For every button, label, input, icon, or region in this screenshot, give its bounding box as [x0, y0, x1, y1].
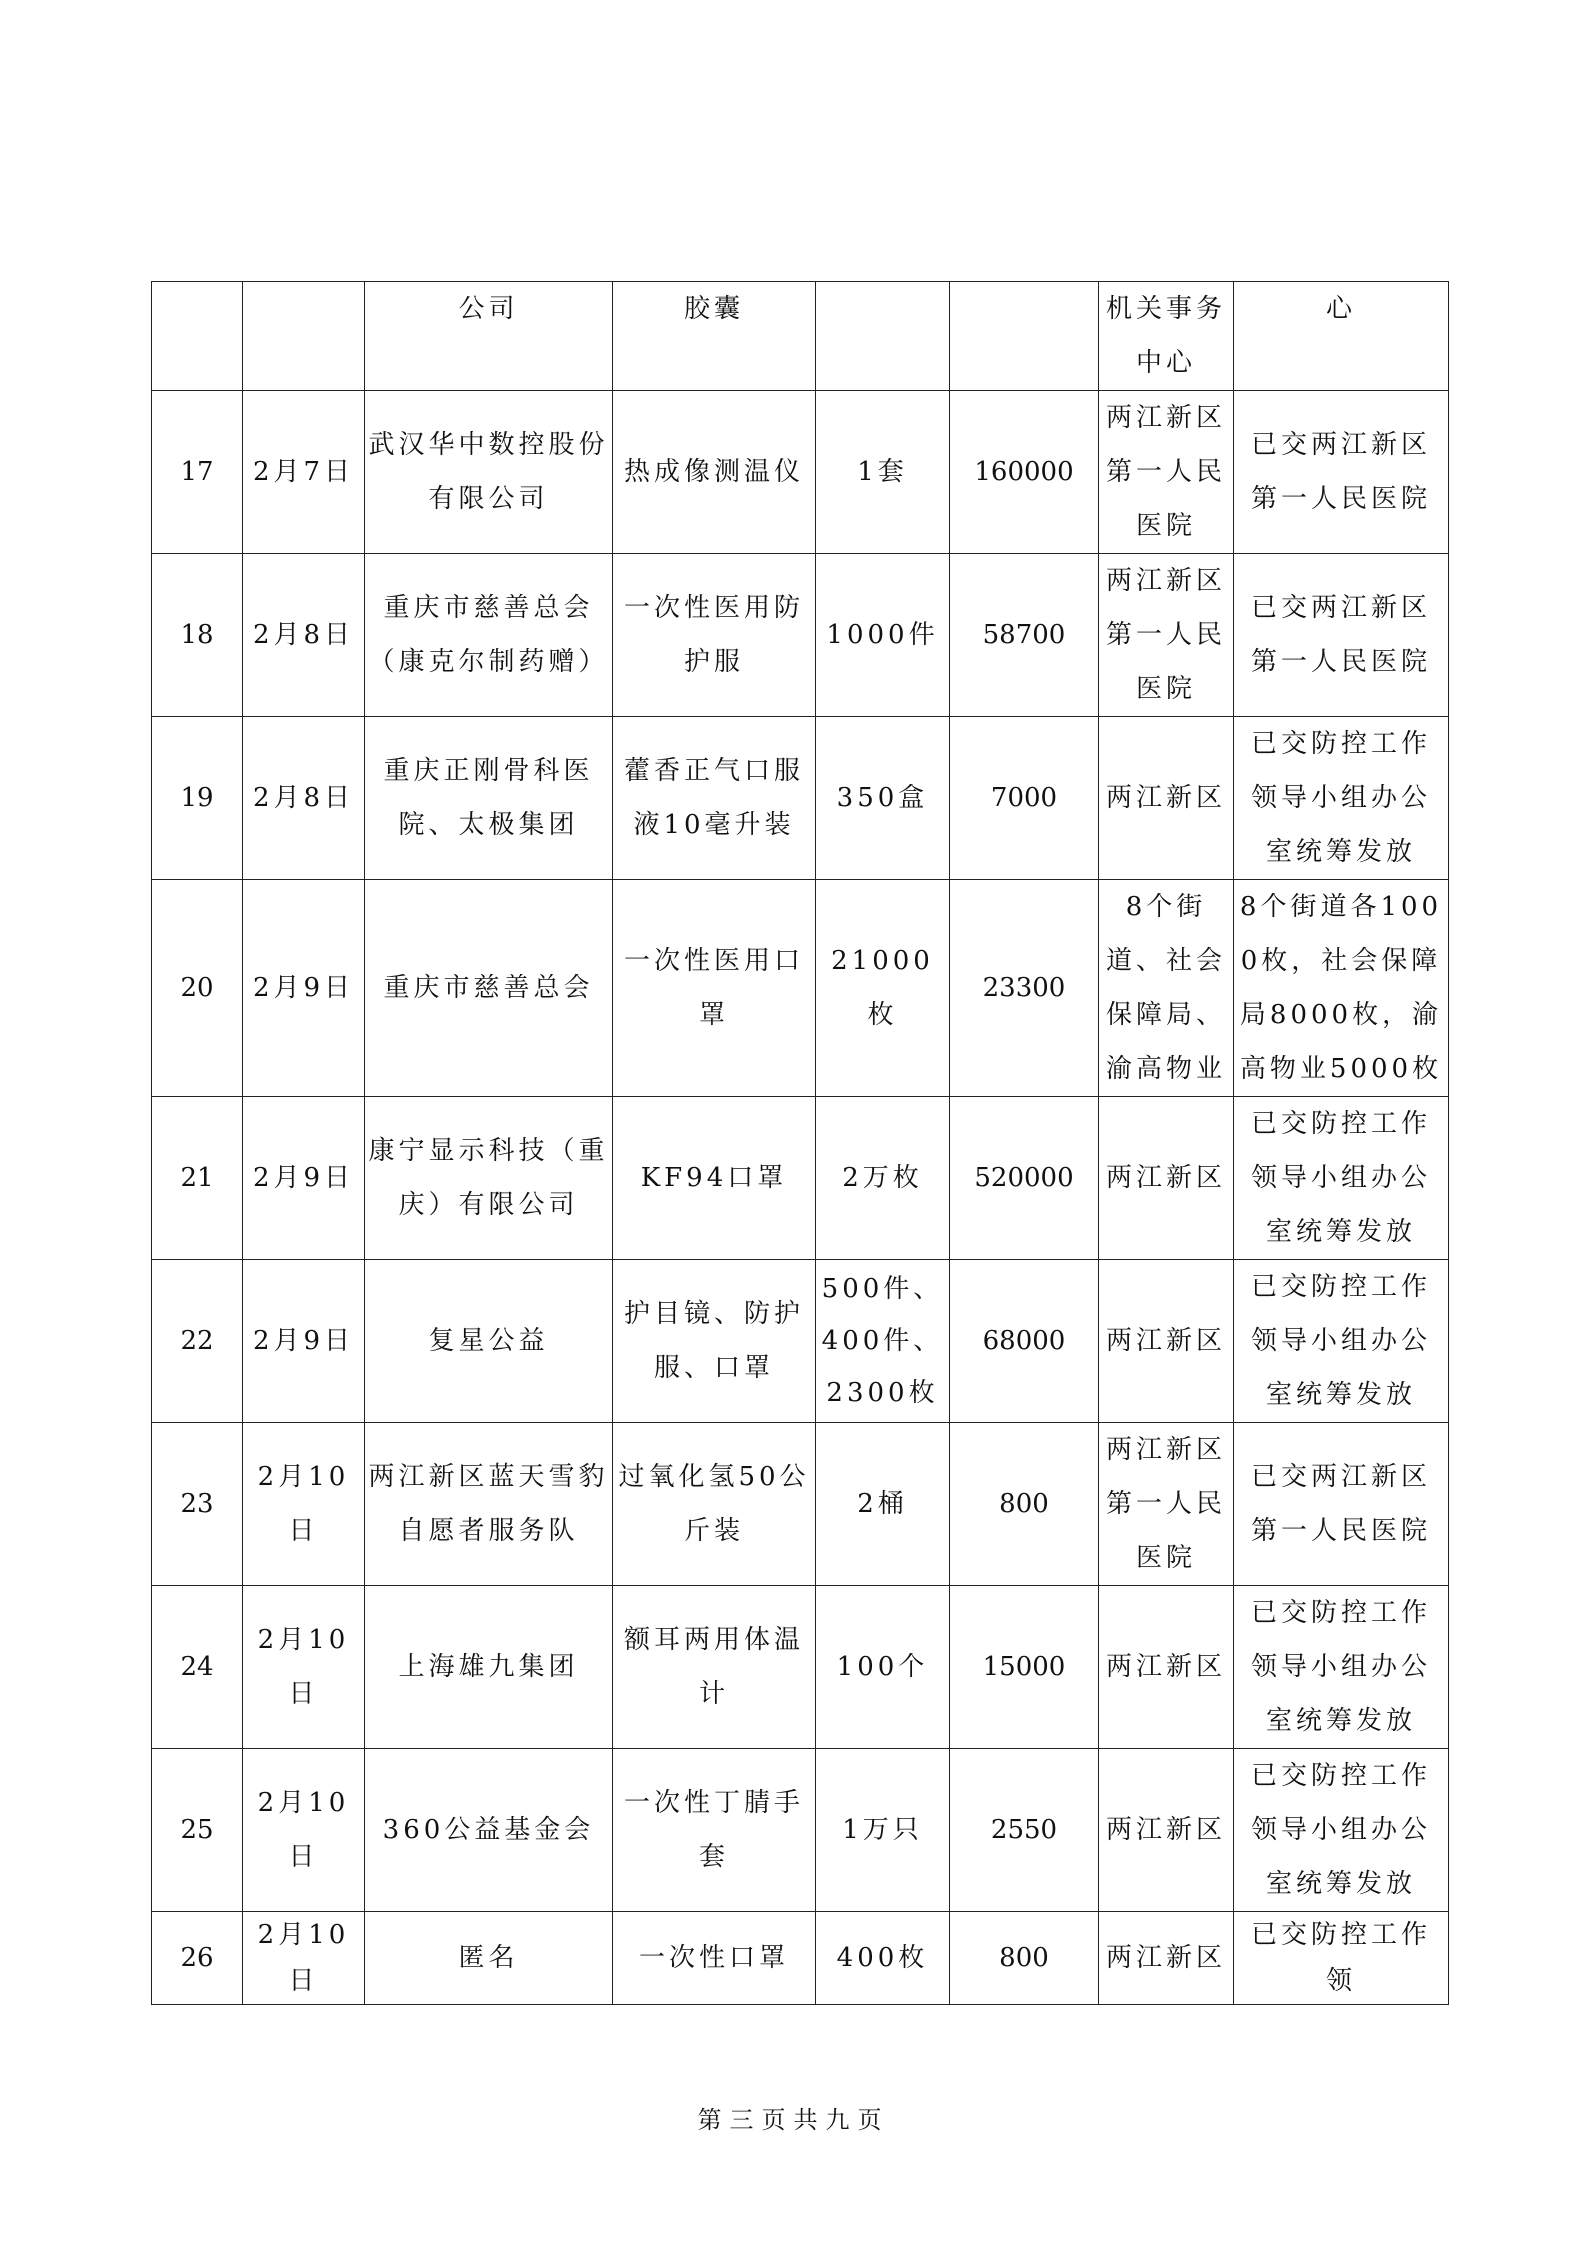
cell-donor: 重庆正刚骨科医院、太极集团 — [365, 717, 613, 880]
cell-qty: 400枚 — [816, 1912, 950, 2005]
cell-no — [152, 282, 243, 391]
cell-donor: 武汉华中数控股份有限公司 — [365, 391, 613, 554]
cell-qty: 2万枚 — [816, 1097, 950, 1260]
cell-recipient: 8个街道、社会保障局、渝高物业 — [1099, 880, 1234, 1097]
cell-recipient: 两江新区 — [1099, 1097, 1234, 1260]
cell-qty: 500件、400件、2300枚 — [816, 1260, 950, 1423]
cell-item: 一次性医用防护服 — [613, 554, 816, 717]
cell-recipient: 两江新区 — [1099, 1912, 1234, 2005]
cell-item: 胶囊 — [613, 282, 816, 391]
cell-item: 过氧化氢50公斤装 — [613, 1423, 816, 1586]
cell-recipient: 两江新区第一人民医院 — [1099, 1423, 1234, 1586]
cell-date: 2月9日 — [243, 1260, 365, 1423]
table-row — [152, 1586, 1449, 1749]
cell-item: KF94口罩 — [613, 1097, 816, 1260]
cell-note: 已交两江新区第一人民医院 — [1234, 391, 1449, 554]
table-row — [152, 1912, 1449, 2005]
cell-note: 已交防控工作领导小组办公室统筹发放 — [1234, 1749, 1449, 1912]
cell-qty: 1000件 — [816, 554, 950, 717]
cell-no: 17 — [152, 391, 243, 554]
cell-note: 已交防控工作领 — [1234, 1912, 1449, 2005]
cell-note: 已交防控工作领导小组办公室统筹发放 — [1234, 1260, 1449, 1423]
cell-value: 7000 — [950, 717, 1099, 880]
cell-no: 23 — [152, 1423, 243, 1586]
table-row — [152, 717, 1449, 880]
cell-item: 一次性医用口罩 — [613, 880, 816, 1097]
cell-note: 8个街道各1000枚，社会保障局8000枚，渝高物业5000枚 — [1234, 880, 1449, 1097]
cell-no: 18 — [152, 554, 243, 717]
cell-donor: 两江新区蓝天雪豹自愿者服务队 — [365, 1423, 613, 1586]
cell-date: 2月8日 — [243, 717, 365, 880]
cell-qty: 350盒 — [816, 717, 950, 880]
table-row — [152, 282, 1449, 391]
cell-no: 24 — [152, 1586, 243, 1749]
cell-recipient: 两江新区 — [1099, 1260, 1234, 1423]
cell-no: 21 — [152, 1097, 243, 1260]
cell-date: 2月9日 — [243, 1097, 365, 1260]
cell-no: 20 — [152, 880, 243, 1097]
cell-value: 800 — [950, 1912, 1099, 2005]
table-row — [152, 391, 1449, 554]
cell-date: 2月9日 — [243, 880, 365, 1097]
cell-qty — [816, 282, 950, 391]
table-row — [152, 1097, 1449, 1260]
cell-qty: 100个 — [816, 1586, 950, 1749]
cell-donor: 复星公益 — [365, 1260, 613, 1423]
cell-qty: 1万只 — [816, 1749, 950, 1912]
page-footer: 第三页共九页 — [697, 2106, 890, 2134]
cell-value: 2550 — [950, 1749, 1099, 1912]
cell-donor: 重庆市慈善总会 — [365, 880, 613, 1097]
cell-value — [950, 282, 1099, 391]
cell-recipient: 机关事务中心 — [1099, 282, 1234, 391]
cell-note: 已交两江新区第一人民医院 — [1234, 1423, 1449, 1586]
cell-no: 22 — [152, 1260, 243, 1423]
table-row — [152, 1423, 1449, 1586]
cell-date — [243, 282, 365, 391]
cell-date: 2月7日 — [243, 391, 365, 554]
cell-donor: 康宁显示科技（重庆）有限公司 — [365, 1097, 613, 1260]
cell-item: 热成像测温仪 — [613, 391, 816, 554]
cell-recipient: 两江新区 — [1099, 717, 1234, 880]
cell-item: 额耳两用体温计 — [613, 1586, 816, 1749]
cell-recipient: 两江新区第一人民医院 — [1099, 554, 1234, 717]
cell-note: 已交防控工作领导小组办公室统筹发放 — [1234, 1586, 1449, 1749]
cell-donor: 上海雄九集团 — [365, 1586, 613, 1749]
cell-item: 一次性丁腈手套 — [613, 1749, 816, 1912]
donation-table — [151, 281, 1449, 2005]
cell-donor: 匿名 — [365, 1912, 613, 2005]
cell-date: 2月10日 — [243, 1912, 365, 2005]
cell-donor: 360公益基金会 — [365, 1749, 613, 1912]
table-row — [152, 554, 1449, 717]
cell-value: 58700 — [950, 554, 1099, 717]
cell-note: 已交防控工作领导小组办公室统筹发放 — [1234, 717, 1449, 880]
cell-qty: 2桶 — [816, 1423, 950, 1586]
cell-value: 15000 — [950, 1586, 1099, 1749]
cell-value: 800 — [950, 1423, 1099, 1586]
table-row — [152, 880, 1449, 1097]
cell-value: 68000 — [950, 1260, 1099, 1423]
cell-qty: 21000枚 — [816, 880, 950, 1097]
cell-donor: 公司 — [365, 282, 613, 391]
cell-no: 25 — [152, 1749, 243, 1912]
cell-date: 2月10日 — [243, 1423, 365, 1586]
cell-recipient: 两江新区第一人民医院 — [1099, 391, 1234, 554]
cell-note: 已交防控工作领导小组办公室统筹发放 — [1234, 1097, 1449, 1260]
cell-date: 2月10日 — [243, 1749, 365, 1912]
cell-qty: 1套 — [816, 391, 950, 554]
cell-value: 520000 — [950, 1097, 1099, 1260]
cell-item: 藿香正气口服液10毫升装 — [613, 717, 816, 880]
cell-value: 160000 — [950, 391, 1099, 554]
cell-value: 23300 — [950, 880, 1099, 1097]
cell-donor: 重庆市慈善总会（康克尔制药赠） — [365, 554, 613, 717]
cell-item: 护目镜、防护服、口罩 — [613, 1260, 816, 1423]
cell-item: 一次性口罩 — [613, 1912, 816, 2005]
table-row — [152, 1260, 1449, 1423]
cell-note: 已交两江新区第一人民医院 — [1234, 554, 1449, 717]
cell-note: 心 — [1234, 282, 1449, 391]
cell-recipient: 两江新区 — [1099, 1749, 1234, 1912]
cell-no: 19 — [152, 717, 243, 880]
table-row — [152, 1749, 1449, 1912]
cell-recipient: 两江新区 — [1099, 1586, 1234, 1749]
cell-no: 26 — [152, 1912, 243, 2005]
cell-date: 2月10日 — [243, 1586, 365, 1749]
cell-date: 2月8日 — [243, 554, 365, 717]
